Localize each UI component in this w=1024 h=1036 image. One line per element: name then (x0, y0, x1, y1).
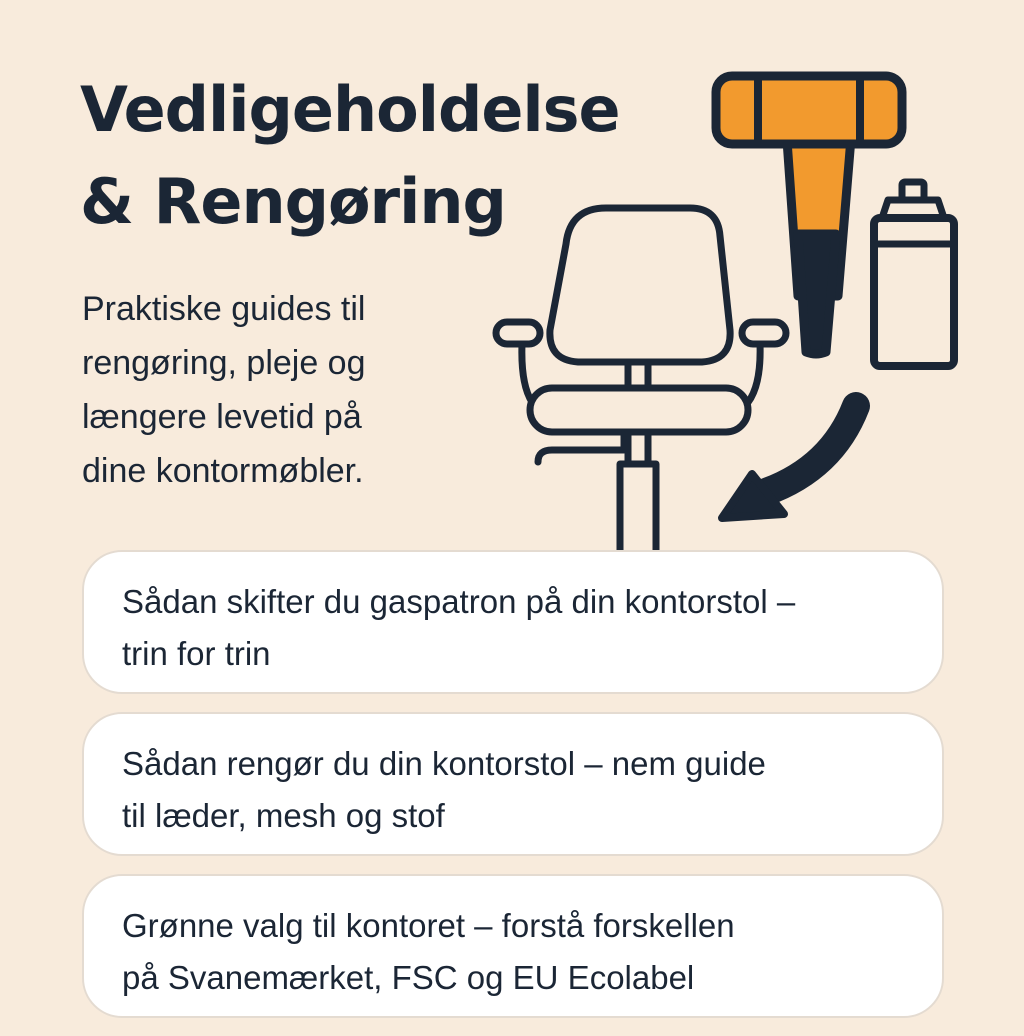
article-title-line: Sådan rengør du din kontorstol – nem guide (122, 745, 766, 782)
subtitle-line: Praktiske guides til (82, 290, 366, 328)
page-subtitle (82, 282, 366, 498)
article-title-line: Grønne valg til kontoret – forstå forskellen (122, 907, 735, 944)
article-list (82, 550, 944, 1036)
article-card-groenne-valg[interactable] (82, 874, 944, 1018)
article-card-gaspatron[interactable] (82, 550, 944, 694)
subtitle-line: rengøring, pleje og (82, 344, 366, 382)
spray-bottle-icon (874, 182, 954, 366)
subtitle-line: længere levetid på (82, 398, 362, 436)
article-title-line: Sådan skifter du gaspatron på din kontorstol – (122, 583, 796, 620)
title-line: Vedligeholdelse (80, 73, 620, 146)
article-title-line: til læder, mesh og stof (122, 797, 445, 834)
hero-illustration (480, 60, 980, 552)
article-title-line: på Svanemærket, FSC og EU Ecolabel (122, 959, 695, 996)
subtitle-line: dine kontormøbler. (82, 452, 364, 490)
article-card-rengoring[interactable] (82, 712, 944, 856)
article-title-line: trin for trin (122, 635, 271, 672)
title-line: & Rengøring (80, 165, 506, 238)
